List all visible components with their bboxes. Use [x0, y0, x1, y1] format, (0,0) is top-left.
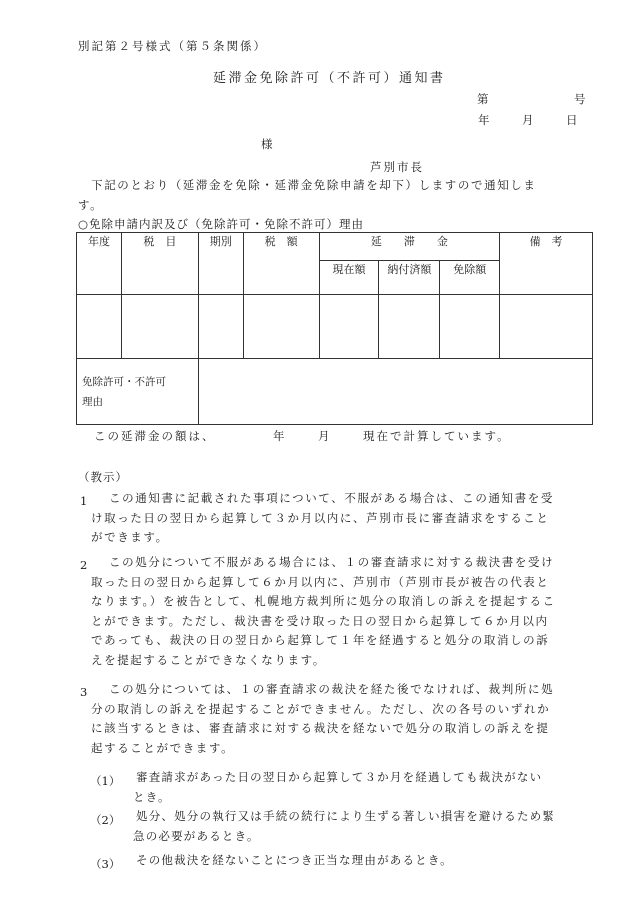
cell-current-amount	[319, 295, 379, 359]
header-paid-amount: 納付済額	[379, 261, 440, 295]
cell-remarks	[500, 295, 593, 359]
header-current-amount: 現在額	[319, 261, 379, 295]
instruction-line: 取った日の翌日から起算して６か月以内に、芦別市（芦別市長が被告の代表と	[91, 574, 550, 589]
instruction-line: ができます。	[91, 530, 169, 544]
addressee-suffix: 様	[261, 137, 273, 151]
instruction-line: け取った日の翌日から起算して３か月以内に、芦別市長に審査請求をすること	[91, 510, 550, 525]
instruction-line: えを提起することができなくなります。	[91, 652, 326, 667]
reason-label-line: 免除許可・不許可	[82, 375, 166, 388]
cell-year	[77, 295, 122, 359]
instruction-heading: （教示）	[78, 470, 128, 484]
sub-item-number: （1）	[90, 774, 121, 788]
intro-line: 下記のとおり（延滞金を免除・延滞金免除申請を却下）しますので通知しま	[78, 178, 537, 192]
instruction-line: この処分については、１の審査請求の裁決を経た後でなければ、裁判所に処	[109, 682, 555, 696]
sub-item-line: その他裁決を経ないことにつき正当な理由があるとき。	[136, 853, 453, 867]
date-month: 月	[522, 113, 534, 127]
instruction-line: なります。）を被告として、札幌地方裁判所に処分の取消しの訴えを提起するこ	[91, 594, 556, 608]
calc-note-suffix: 現在で計算しています。	[363, 429, 511, 443]
reason-cell	[198, 359, 592, 425]
instruction-number: 1	[80, 494, 88, 508]
instruction-1	[91, 489, 554, 548]
sub-item-line: 急の必要があるとき。	[133, 828, 260, 843]
number-suffix: 号	[574, 92, 586, 106]
instruction-line: この処分について不服がある場合には、１の審査請求に対する裁決書を受け	[109, 555, 555, 569]
header-exempt-amount: 免除額	[440, 261, 500, 295]
sub-item-2	[133, 807, 555, 846]
reason-label	[77, 359, 199, 425]
calc-note-year: 年	[273, 429, 285, 443]
header-tax-amount: 税 額	[243, 233, 319, 295]
issuer-name: 芦別市長	[370, 160, 424, 174]
sub-item-line: 処分、処分の執行又は手続の続行により生ずる著しい損害を避けるため緊	[136, 809, 556, 823]
sub-item-3	[133, 851, 453, 871]
header-remarks: 備 考	[500, 233, 593, 295]
date-day: 日	[566, 113, 578, 127]
instruction-2	[91, 553, 556, 670]
instruction-3	[91, 680, 554, 758]
form-reference: 別記第２号様式（第５条関係）	[78, 39, 267, 53]
instruction-line: 起することができます。	[91, 740, 235, 755]
instruction-line: 分の取消しの訴えを提起することができません。ただし、次の各号のいずれか	[91, 701, 551, 716]
sub-item-line: とき。	[133, 789, 171, 804]
number-prefix: 第	[477, 92, 489, 106]
header-year: 年度	[77, 233, 122, 295]
instruction-line: とができます。ただし、裁決書を受け取った日の翌日から起算して６か月以内	[91, 613, 549, 628]
header-late-fee: 延 滞 金	[319, 233, 500, 261]
intro-text	[78, 176, 537, 215]
sub-item-number: （3）	[90, 857, 121, 871]
cell-exempt-amount	[440, 295, 500, 359]
cell-period	[198, 295, 243, 359]
reason-label-line: 理由	[82, 395, 103, 408]
header-period: 期別	[198, 233, 243, 295]
instruction-line: この通知書に記載された事項について、不服がある場合は、この通知書を受	[109, 491, 554, 505]
cell-paid-amount	[379, 295, 440, 359]
instruction-line: に該当するときは、審査請求に対する裁決を経ないで処分の取消しの訴えを提	[91, 721, 550, 735]
sub-item-line: 審査請求があった日の翌日から起算して３か月を経過しても裁決がない	[136, 770, 543, 784]
sub-item-1	[133, 768, 542, 807]
cell-tax-amount	[243, 295, 319, 359]
calc-note-prefix: この延滞金の額は、	[94, 429, 216, 443]
instruction-number: 2	[80, 558, 88, 572]
exemption-table	[76, 232, 593, 425]
cell-tax-item	[121, 295, 198, 359]
document-title: 延滞金免除許可（不許可）通知書	[213, 71, 446, 86]
intro-line: す。	[78, 197, 104, 212]
date-year: 年	[478, 113, 490, 127]
section-heading: ○免除申請内訳及び（免除許可・免除不許可）理由	[78, 217, 365, 231]
instruction-number: 3	[80, 685, 88, 699]
calc-note-month: 月	[318, 429, 330, 443]
header-tax-item: 税 目	[121, 233, 198, 295]
sub-item-number: （2）	[90, 813, 121, 827]
instruction-line: であっても、裁決の日の翌日から起算して１年を経過すると処分の取消しの訴	[91, 633, 550, 647]
